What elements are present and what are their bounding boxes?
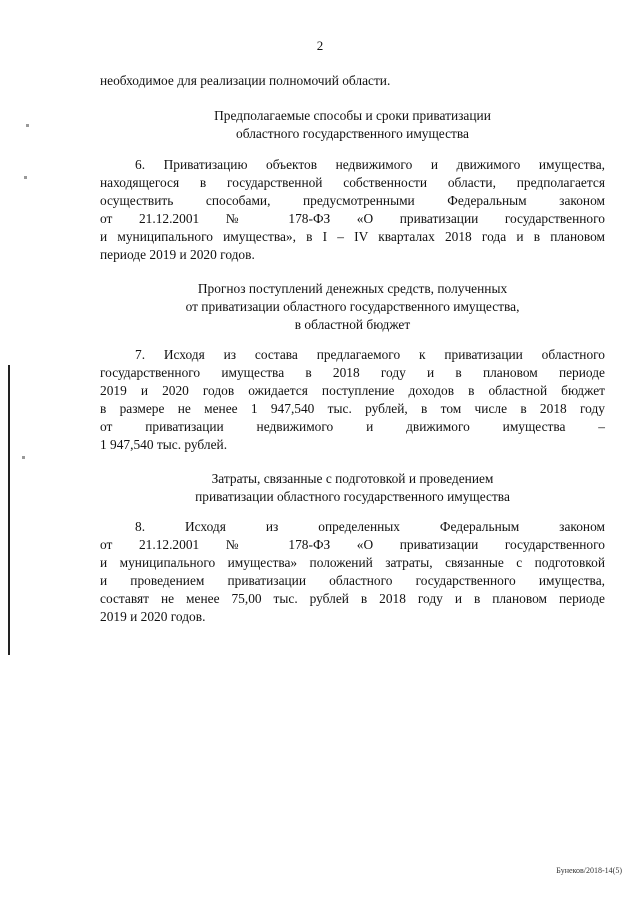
section2-paragraph-line-6: 1 947,540 тыс. рублей. [100,437,228,452]
section3-paragraph-line-6: 2019 и 2020 годов. [100,609,206,624]
section1-paragraph-line-5: и муниципального имущества», в I – IV кварталах 2018 года и в плановом [100,229,605,244]
scan-margin-bar [8,365,10,655]
section3-heading-line-1: Затраты, связанные с подготовкой и проведением [211,471,494,486]
section2-paragraph-line-5: от приватизации недвижимого и движимого имущества – [100,419,605,434]
section3-heading-line-2: приватизации областного государственного имущества [195,489,510,504]
scan-speck [22,456,25,459]
page-number: 2 [316,38,324,53]
section3-paragraph-line-2: от 21.12.2001 № 178-ФЗ «О приватизации государственного [100,537,605,552]
section1-paragraph-line-4: от 21.12.2001 № 178-ФЗ «О приватизации государственного [100,211,605,226]
section3-paragraph-line-1: 8. Исходя из определенных Федеральным законом [135,519,605,534]
section2-heading-line-1: Прогноз поступлений денежных средств, полученных [197,281,508,296]
section2-heading-line-2: от приватизации областного государственного имущества, [185,299,520,314]
document-code: Бунеков/2018-14(5) [556,866,622,875]
section2-heading-line-3: в областной бюджет [294,317,411,332]
section1-paragraph-line-2: находящегося в государственной собственности области, предполагается [100,175,605,190]
section3-paragraph-line-5: составят не менее 75,00 тыс. рублей в 2018 году и в плановом периоде [100,591,605,606]
scan-speck [24,176,27,179]
section2-paragraph-line-2: государственного имущества в 2018 году и в плановом периоде [100,365,605,380]
section1-paragraph-line-1: 6. Приватизацию объектов недвижимого и движимого имущества, [135,157,605,172]
section2-paragraph-line-4: в размере не менее 1 947,540 тыс. рублей, в том числе в 2018 году [100,401,605,416]
section1-paragraph-line-6: периоде 2019 и 2020 годов. [100,247,255,262]
scan-speck [26,124,29,127]
section1-paragraph-line-3: осуществить способами, предусмотренными Федеральным законом [100,193,605,208]
section1-heading-line-2: областного государственного имущества [236,126,469,141]
section2-paragraph-line-3: 2019 и 2020 годов ожидается поступление доходов в областной бюджет [100,383,605,398]
section2-paragraph-line-1: 7. Исходя из состава предлагаемого к приватизации областного [135,347,605,362]
section3-paragraph-line-4: и проведением приватизации областного государственного имущества, [100,573,605,588]
section3-paragraph-line-3: и муниципального имущества» положений затраты, связанные с подготовкой [100,555,605,570]
intro-line: необходимое для реализации полномочий области. [100,73,391,88]
section1-heading-line-1: Предполагаемые способы и сроки приватизации [214,108,491,123]
